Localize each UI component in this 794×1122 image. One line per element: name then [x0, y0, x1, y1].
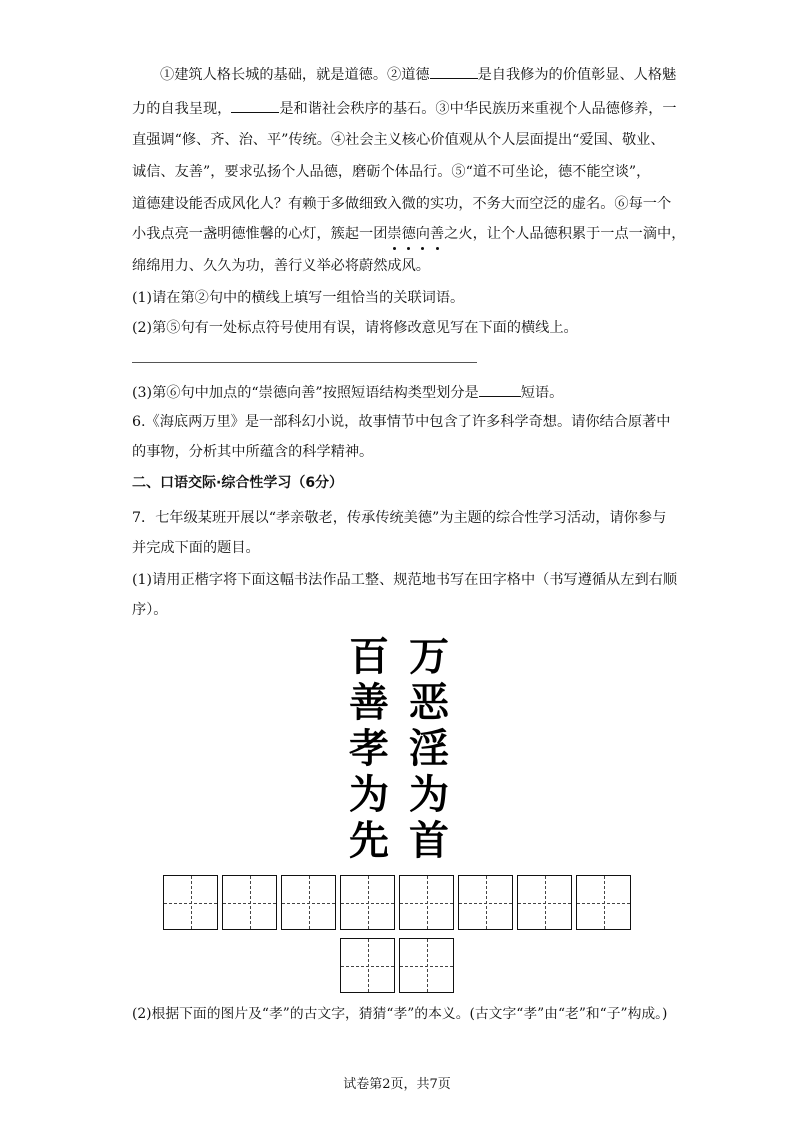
- question-6-line-1: 6.《海底两万里》是一部科幻小说，故事情节中包含了许多科学奇想。请你结合原著中: [132, 414, 671, 430]
- calligraphy-char: 为: [409, 771, 449, 818]
- page-footer: 试卷第2页，共7页: [343, 1077, 451, 1092]
- question-7-1-line-1: (1)请用正楷字将下面这幅书法作品工整、规范地书写在田字格中（书写遵循从左到右顺: [132, 572, 678, 588]
- passage-line-5: 道德建设能否成风化人？有赖于多做细致入微的实功，不务大而空泛的虚名。⑥每一个: [132, 196, 672, 212]
- question-text: (3)第⑥句中加点的“崇德向善”按照短语结构类型划分是: [132, 385, 479, 401]
- fill-blank-2[interactable]: [231, 98, 279, 113]
- calligraphy-char: 恶: [409, 679, 449, 726]
- fill-blank-3[interactable]: [479, 382, 521, 397]
- passage-text: 是和谐社会秩序的基石。③中华民族历来重视个人品德修养，一: [279, 101, 677, 117]
- passage-line-4: 诚信、友善”，要求弘扬个人品德，磨砺个体品行。⑤“道不可坐论，德不能空谈”，: [132, 164, 651, 180]
- writing-grid-cell[interactable]: [576, 875, 631, 930]
- writing-grid-cell[interactable]: [340, 938, 395, 993]
- emphasis-dot-char: 向: [415, 226, 430, 242]
- question-6-line-2: 的事物，分析其中所蕴含的科学精神。: [132, 444, 374, 460]
- calligraphy-char: 善: [349, 679, 389, 726]
- writing-grid-cell[interactable]: [399, 875, 454, 930]
- question-7-line-1: 7．七年级某班开展以“孝亲敬老，传承传统美德”为主题的综合性学习活动，请你参与: [132, 510, 667, 526]
- calligraphy-char: 万: [409, 633, 449, 680]
- question-7-1-line-2: 序）。: [132, 602, 168, 618]
- dotted-phrase: [387, 226, 444, 242]
- writing-grid-cell[interactable]: [399, 938, 454, 993]
- passage-line-6: [132, 224, 685, 244]
- question-1: (1)请在第②句中的横线上填写一组恰当的关联词语。: [132, 290, 465, 306]
- writing-grid-cell[interactable]: [458, 875, 513, 930]
- passage-text: 是自我修为的价值彰显、人格魅: [477, 67, 677, 83]
- passage-text: 小我点亮一盏明德惟馨的心灯，簇起一团: [132, 226, 388, 242]
- passage-text: ①建筑人格长城的基础，就是道德。②道德: [160, 67, 430, 83]
- fill-blank-1[interactable]: [430, 64, 478, 79]
- calligraphy-char: 孝: [349, 725, 389, 772]
- emphasis-dot-char: 崇: [387, 226, 402, 242]
- writing-grid-cell[interactable]: [281, 875, 336, 930]
- writing-grid-cell[interactable]: [163, 875, 218, 930]
- passage-text: 之火，让个人品德积累于一点一滴中，: [444, 226, 686, 242]
- calligraphy-char: 首: [409, 817, 449, 864]
- question-3: [132, 382, 563, 403]
- passage-text: 力的自我呈现，: [132, 101, 232, 117]
- writing-grid-cell[interactable]: [517, 875, 572, 930]
- emphasis-dot-char: 善: [430, 226, 445, 242]
- question-2: (2)第⑤句有一处标点符号使用有误，请将修改意见写在下面的横线上。: [132, 320, 578, 336]
- passage-line-3: 直强调“修、齐、治、平”传统。④社会主义核心价值观从个人层面提出“爱国、敬业、: [132, 132, 665, 148]
- calligraphy-right-column: [405, 634, 453, 864]
- question-7-2: (2)根据下面的图片及“孝”的古文字，猜猜“孝”的本义。(古文字“孝”由“老”和“子”构成。): [132, 1006, 668, 1022]
- emphasis-dot-char: 德: [401, 226, 416, 242]
- calligraphy-char: 百: [349, 633, 389, 680]
- answer-line[interactable]: [132, 362, 477, 363]
- section-heading: 二、口语交际·综合性学习（6分）: [132, 475, 344, 491]
- passage-line-1: [160, 64, 676, 85]
- writing-grid-cell[interactable]: [222, 875, 277, 930]
- passage-line-7: 绵绵用力、久久为功，善行义举必将蔚然成风。: [132, 258, 430, 274]
- question-7-line-2: 并完成下面的题目。: [132, 540, 260, 556]
- calligraphy-char: 为: [349, 771, 389, 818]
- calligraphy-char: 淫: [409, 725, 449, 772]
- writing-grid-cell[interactable]: [340, 875, 395, 930]
- question-text: 短语。: [520, 385, 564, 401]
- passage-line-2: [132, 98, 677, 119]
- calligraphy-left-column: [345, 634, 393, 864]
- calligraphy-char: 先: [349, 817, 389, 864]
